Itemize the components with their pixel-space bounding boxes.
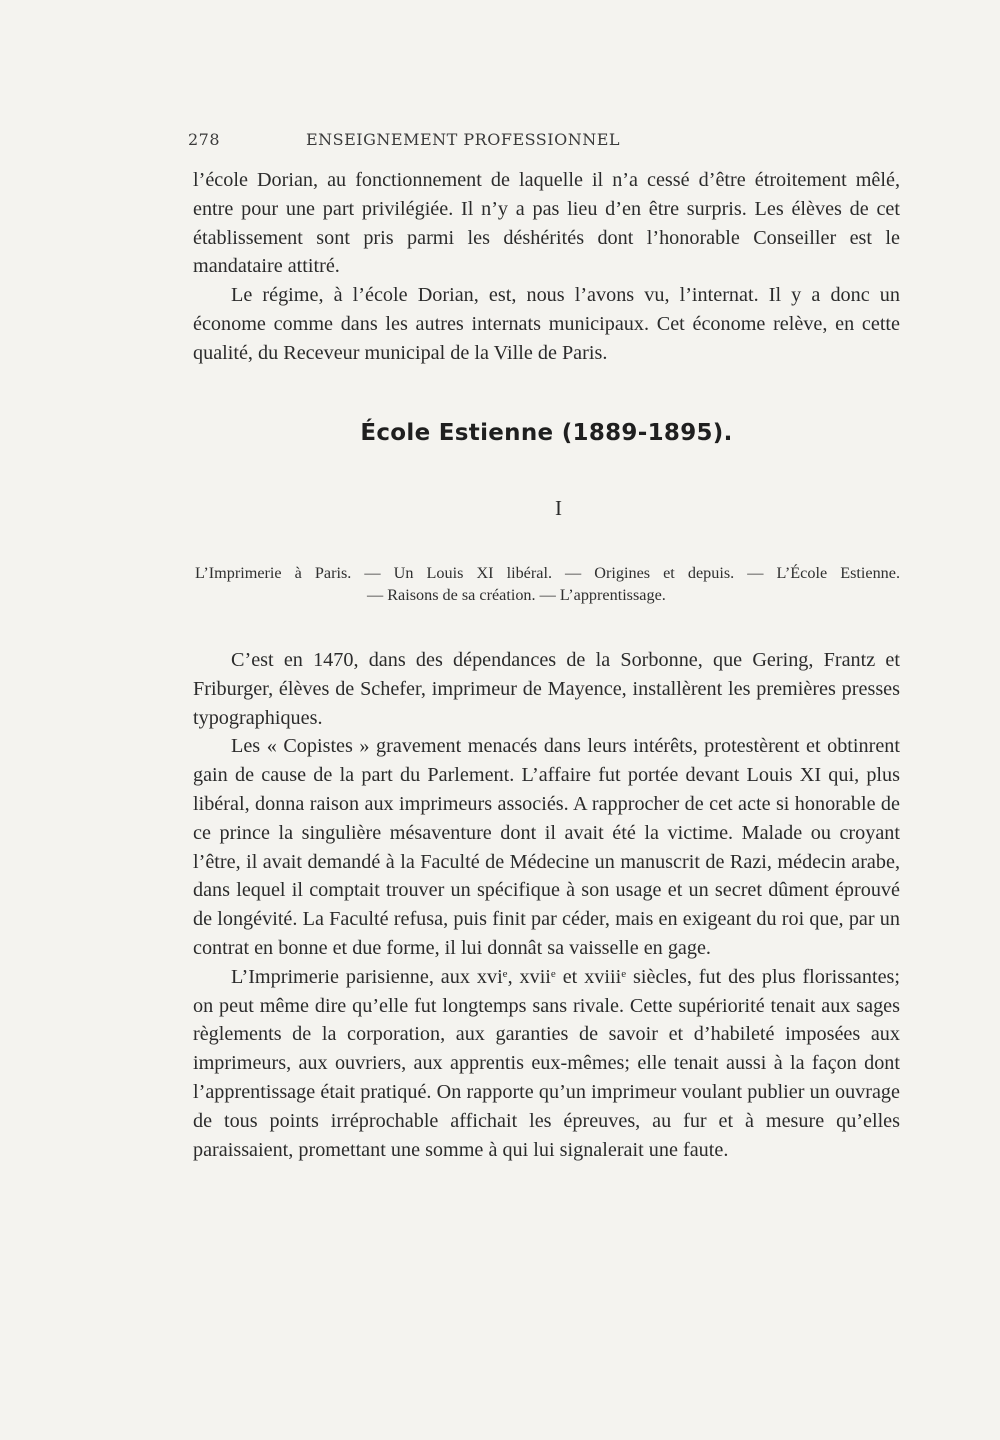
century-18-suffix: e <box>621 967 627 980</box>
p3-rest: siècles, fut des plus florissantes; on peut même dire qu’elle fut longtemps sans rivale. Cette supériorité tenait aux sages règlements de la corporation, aux garanties de savoir et d’habileté imposées aux imprimeurs, aux ouvriers, aux apprentis eux-mêmes; elle tenait aussi à la façon dont l’apprentissage était pratiqué. On rapporte qu’un imprimeur voulant publier un ouvrage de tous points irréprochable affichait les épreuves, au fur et à mesure qu’elles paraissaient, promettant une somme à qui lui signalerait une faute. <box>193 965 901 1161</box>
century-17: xvii <box>519 965 551 988</box>
page-number: 278 <box>188 130 221 149</box>
chapter-number: I <box>555 496 562 520</box>
century-18: xviii <box>584 965 622 988</box>
section-title: École Estienne (1889-1895). <box>360 420 733 446</box>
p3-lead: L’Imprimerie parisienne, aux <box>231 965 470 988</box>
century-17-suffix: e <box>550 967 556 980</box>
summary-line-1: L’Imprimerie à Paris. — Un Louis XI libéral. — Origines et depuis. — L’École Estienne. <box>195 564 900 582</box>
intro-text-block <box>193 166 900 368</box>
body-paragraph-3 <box>193 963 900 1165</box>
intro-paragraph-2: Le régime, à l’école Dorian, est, nous l’avons vu, l’internat. Il y a donc un économe comme dans les autres internats municipaux. Cet économe relève, en cette qualité, du Receveur municipal de la Ville de Paris. <box>193 284 900 364</box>
intro-paragraph-1: l’école Dorian, au fonctionnement de laquelle il n’a cessé d’être étroitement mêlé, entre pour une part privilégiée. Il n’y a pas lieu d’en être surpris. Les élèves de cet établissement sont pris parmi les déshérités dont l’honorable Conseiller est le mandataire attitré. <box>193 169 900 278</box>
chapter-summary <box>195 562 900 606</box>
running-head <box>188 130 698 154</box>
main-text-block <box>193 646 900 1164</box>
century-16-suffix: e <box>502 967 508 980</box>
summary-line-2: — Raisons de sa création. — L’apprentissage. <box>367 586 666 604</box>
running-title: ENSEIGNEMENT PROFESSIONNEL <box>305 130 620 149</box>
p3-conj: et <box>562 965 578 988</box>
body-paragraph-1: C’est en 1470, dans des dépendances de la Sorbonne, que Gering, Frantz et Friburger, élèves de Schefer, imprimeur de Mayence, installèrent les premières presses typographiques. <box>193 649 900 729</box>
body-paragraph-2: Les « Copistes » gravement menacés dans leurs intérêts, protestèrent et obtinrent gain de cause de la part du Parlement. L’affaire fut portée devant Louis XI qui, plus libéral, donna raison aux imprimeurs associés. A rapprocher de cet acte si honorable de ce prince la singulière mésaventure dont il avait été la victime. Malade ou croyant l’être, il avait demandé à la Faculté de Médecine un manuscrit de Razi, médecin arabe, dans lequel il comptait trouver un spécifique à son usage et un secret dûment éprouvé de longévité. La Faculté refusa, puis finit par céder, mais en exigeant du roi que, par un contrat en bonne et due forme, il lui donnât sa vaisselle en gage. <box>193 735 900 959</box>
century-16: xvi <box>476 965 503 988</box>
p3-sep: , <box>507 965 513 988</box>
